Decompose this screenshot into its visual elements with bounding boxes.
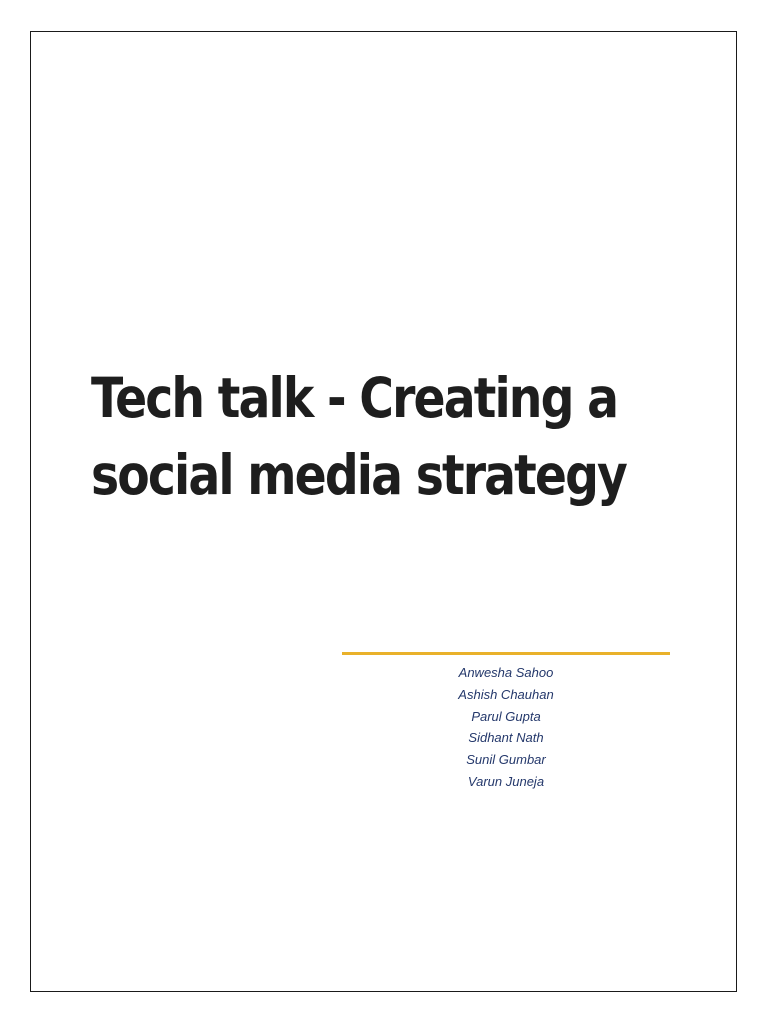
page-frame bbox=[30, 31, 737, 992]
author-name: Parul Gupta bbox=[471, 708, 541, 724]
document-title bbox=[91, 360, 626, 514]
author-name: Ashish Chauhan bbox=[458, 686, 554, 702]
title-line-1: Tech talk - Creating a bbox=[91, 366, 618, 430]
author-list bbox=[421, 662, 591, 793]
title-line-2: social media strategy bbox=[91, 443, 626, 507]
author-name: Sunil Gumbar bbox=[466, 752, 546, 768]
accent-divider bbox=[342, 652, 670, 655]
author-name: Anwesha Sahoo bbox=[458, 665, 554, 680]
author-name: Sidhant Nath bbox=[468, 730, 544, 746]
author-name: Varun Juneja bbox=[467, 773, 545, 789]
